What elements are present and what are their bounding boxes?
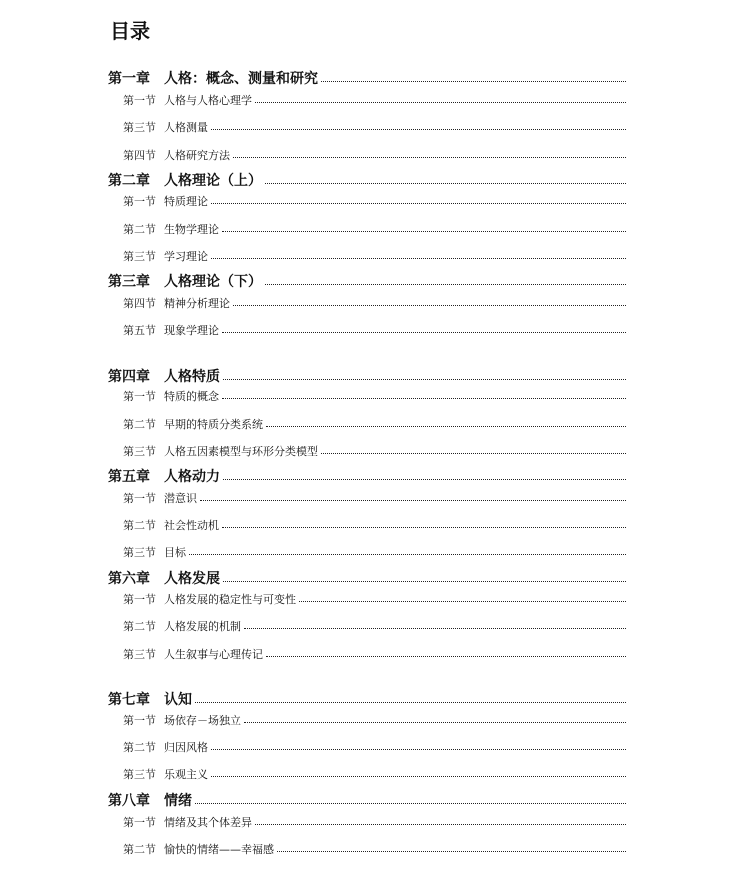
section-title: 人格与人格心理学	[164, 94, 252, 107]
section-title: 乐观主义	[164, 768, 208, 781]
toc-section-entry[interactable]	[123, 491, 626, 506]
section-number: 第一节	[123, 492, 156, 505]
dot-leader	[265, 183, 626, 184]
dot-leader	[299, 601, 626, 602]
section-number: 第四节	[123, 149, 156, 162]
chapter-title: 认知	[164, 692, 192, 708]
toc-chapter-entry[interactable]	[108, 691, 626, 709]
dot-leader	[222, 231, 626, 232]
chapter-title: 情绪	[164, 793, 192, 809]
toc-section-entry[interactable]	[123, 93, 626, 108]
toc-section-entry[interactable]	[123, 194, 626, 209]
dot-leader	[244, 722, 626, 723]
toc-section-entry[interactable]	[123, 619, 626, 634]
toc-section-entry[interactable]	[123, 389, 626, 404]
dot-leader	[200, 500, 626, 501]
section-title: 早期的特质分类系统	[164, 418, 263, 431]
chapter-number: 第四章	[108, 369, 150, 385]
chapter-number: 第一章	[108, 71, 150, 87]
toc-chapter-entry[interactable]	[108, 792, 626, 810]
dot-leader	[211, 776, 626, 777]
toc-section-entry[interactable]	[123, 222, 626, 237]
dot-leader	[195, 702, 626, 703]
section-title: 潜意识	[164, 492, 197, 505]
toc-section-entry[interactable]	[123, 713, 626, 728]
chapter-number: 第三章	[108, 274, 150, 290]
dot-leader	[222, 398, 626, 399]
dot-leader	[266, 656, 626, 657]
chapter-number: 第六章	[108, 571, 150, 587]
section-number: 第一节	[123, 390, 156, 403]
dot-leader	[321, 81, 626, 82]
dot-leader	[265, 284, 626, 285]
dot-leader	[211, 203, 626, 204]
section-number: 第三节	[123, 546, 156, 559]
dot-leader	[222, 527, 626, 528]
section-title: 人格测量	[164, 121, 208, 134]
toc-chapter-entry[interactable]	[108, 468, 626, 486]
section-number: 第一节	[123, 593, 156, 606]
section-title: 归因风格	[164, 741, 208, 754]
toc-section-entry[interactable]	[123, 323, 626, 338]
section-number: 第一节	[123, 714, 156, 727]
dot-leader	[277, 851, 626, 852]
section-number: 第三节	[123, 121, 156, 134]
dot-leader	[223, 479, 626, 480]
toc-section-entry[interactable]	[123, 417, 626, 432]
toc-section-entry[interactable]	[123, 740, 626, 755]
chapter-number: 第七章	[108, 692, 150, 708]
toc-section-entry[interactable]	[123, 296, 626, 311]
section-number: 第二节	[123, 223, 156, 236]
toc-section-entry[interactable]	[123, 842, 626, 857]
chapter-title: 人格：概念、测量和研究	[164, 71, 318, 87]
dot-leader	[195, 803, 626, 804]
section-number: 第三节	[123, 648, 156, 661]
dot-leader	[223, 581, 626, 582]
chapter-title: 人格动力	[164, 469, 220, 485]
dot-leader	[222, 332, 626, 333]
chapter-number: 第五章	[108, 469, 150, 485]
toc-section-entry[interactable]	[123, 518, 626, 533]
toc-chapter-entry[interactable]	[108, 570, 626, 588]
toc-section-entry[interactable]	[123, 148, 626, 163]
dot-leader	[189, 554, 626, 555]
section-number: 第二节	[123, 620, 156, 633]
section-title: 情绪及其个体差异	[164, 816, 252, 829]
section-title: 社会性动机	[164, 519, 219, 532]
chapter-title: 人格特质	[164, 369, 220, 385]
section-title: 场依存－场独立	[164, 714, 241, 727]
section-title: 精神分析理论	[164, 297, 230, 310]
dot-leader	[223, 379, 626, 380]
dot-leader	[211, 258, 626, 259]
section-title: 目标	[164, 546, 186, 559]
dot-leader	[211, 749, 626, 750]
section-number: 第三节	[123, 445, 156, 458]
toc-section-entry[interactable]	[123, 767, 626, 782]
dot-leader	[255, 102, 626, 103]
dot-leader	[321, 453, 626, 454]
section-number: 第二节	[123, 418, 156, 431]
section-title: 人生叙事与心理传记	[164, 648, 263, 661]
chapter-number: 第二章	[108, 173, 150, 189]
section-title: 特质的概念	[164, 390, 219, 403]
toc-chapter-entry[interactable]	[108, 368, 626, 386]
section-number: 第二节	[123, 843, 156, 856]
dot-leader	[266, 426, 626, 427]
toc-title: 目录	[110, 19, 150, 43]
section-number: 第一节	[123, 94, 156, 107]
section-title: 生物学理论	[164, 223, 219, 236]
toc-section-entry[interactable]	[123, 592, 626, 607]
toc-chapter-entry[interactable]	[108, 70, 626, 88]
section-number: 第三节	[123, 250, 156, 263]
section-title: 人格发展的机制	[164, 620, 241, 633]
toc-section-entry[interactable]	[123, 647, 626, 662]
section-number: 第三节	[123, 768, 156, 781]
section-number: 第五节	[123, 324, 156, 337]
chapter-title: 人格理论（下）	[164, 274, 262, 290]
chapter-title: 人格理论（上）	[164, 173, 262, 189]
toc-chapter-entry[interactable]	[108, 273, 626, 291]
section-number: 第二节	[123, 519, 156, 532]
toc-section-entry[interactable]	[123, 545, 626, 560]
section-title: 人格发展的稳定性与可变性	[164, 593, 296, 606]
chapter-title: 人格发展	[164, 571, 220, 587]
section-title: 愉快的情绪——幸福感	[164, 843, 274, 856]
section-number: 第一节	[123, 816, 156, 829]
dot-leader	[233, 305, 626, 306]
section-title: 人格研究方法	[164, 149, 230, 162]
chapter-number: 第八章	[108, 793, 150, 809]
toc-section-entry[interactable]	[123, 444, 626, 459]
section-number: 第四节	[123, 297, 156, 310]
section-number: 第一节	[123, 195, 156, 208]
dot-leader	[233, 157, 626, 158]
toc-section-entry[interactable]	[123, 249, 626, 264]
section-title: 人格五因素模型与环形分类模型	[164, 445, 318, 458]
toc-chapter-entry[interactable]	[108, 172, 626, 190]
dot-leader	[211, 129, 626, 130]
dot-leader	[244, 628, 626, 629]
toc-section-entry[interactable]	[123, 120, 626, 135]
dot-leader	[255, 824, 626, 825]
section-number: 第二节	[123, 741, 156, 754]
toc-section-entry[interactable]	[123, 815, 626, 830]
section-title: 学习理论	[164, 250, 208, 263]
section-title: 特质理论	[164, 195, 208, 208]
section-title: 现象学理论	[164, 324, 219, 337]
